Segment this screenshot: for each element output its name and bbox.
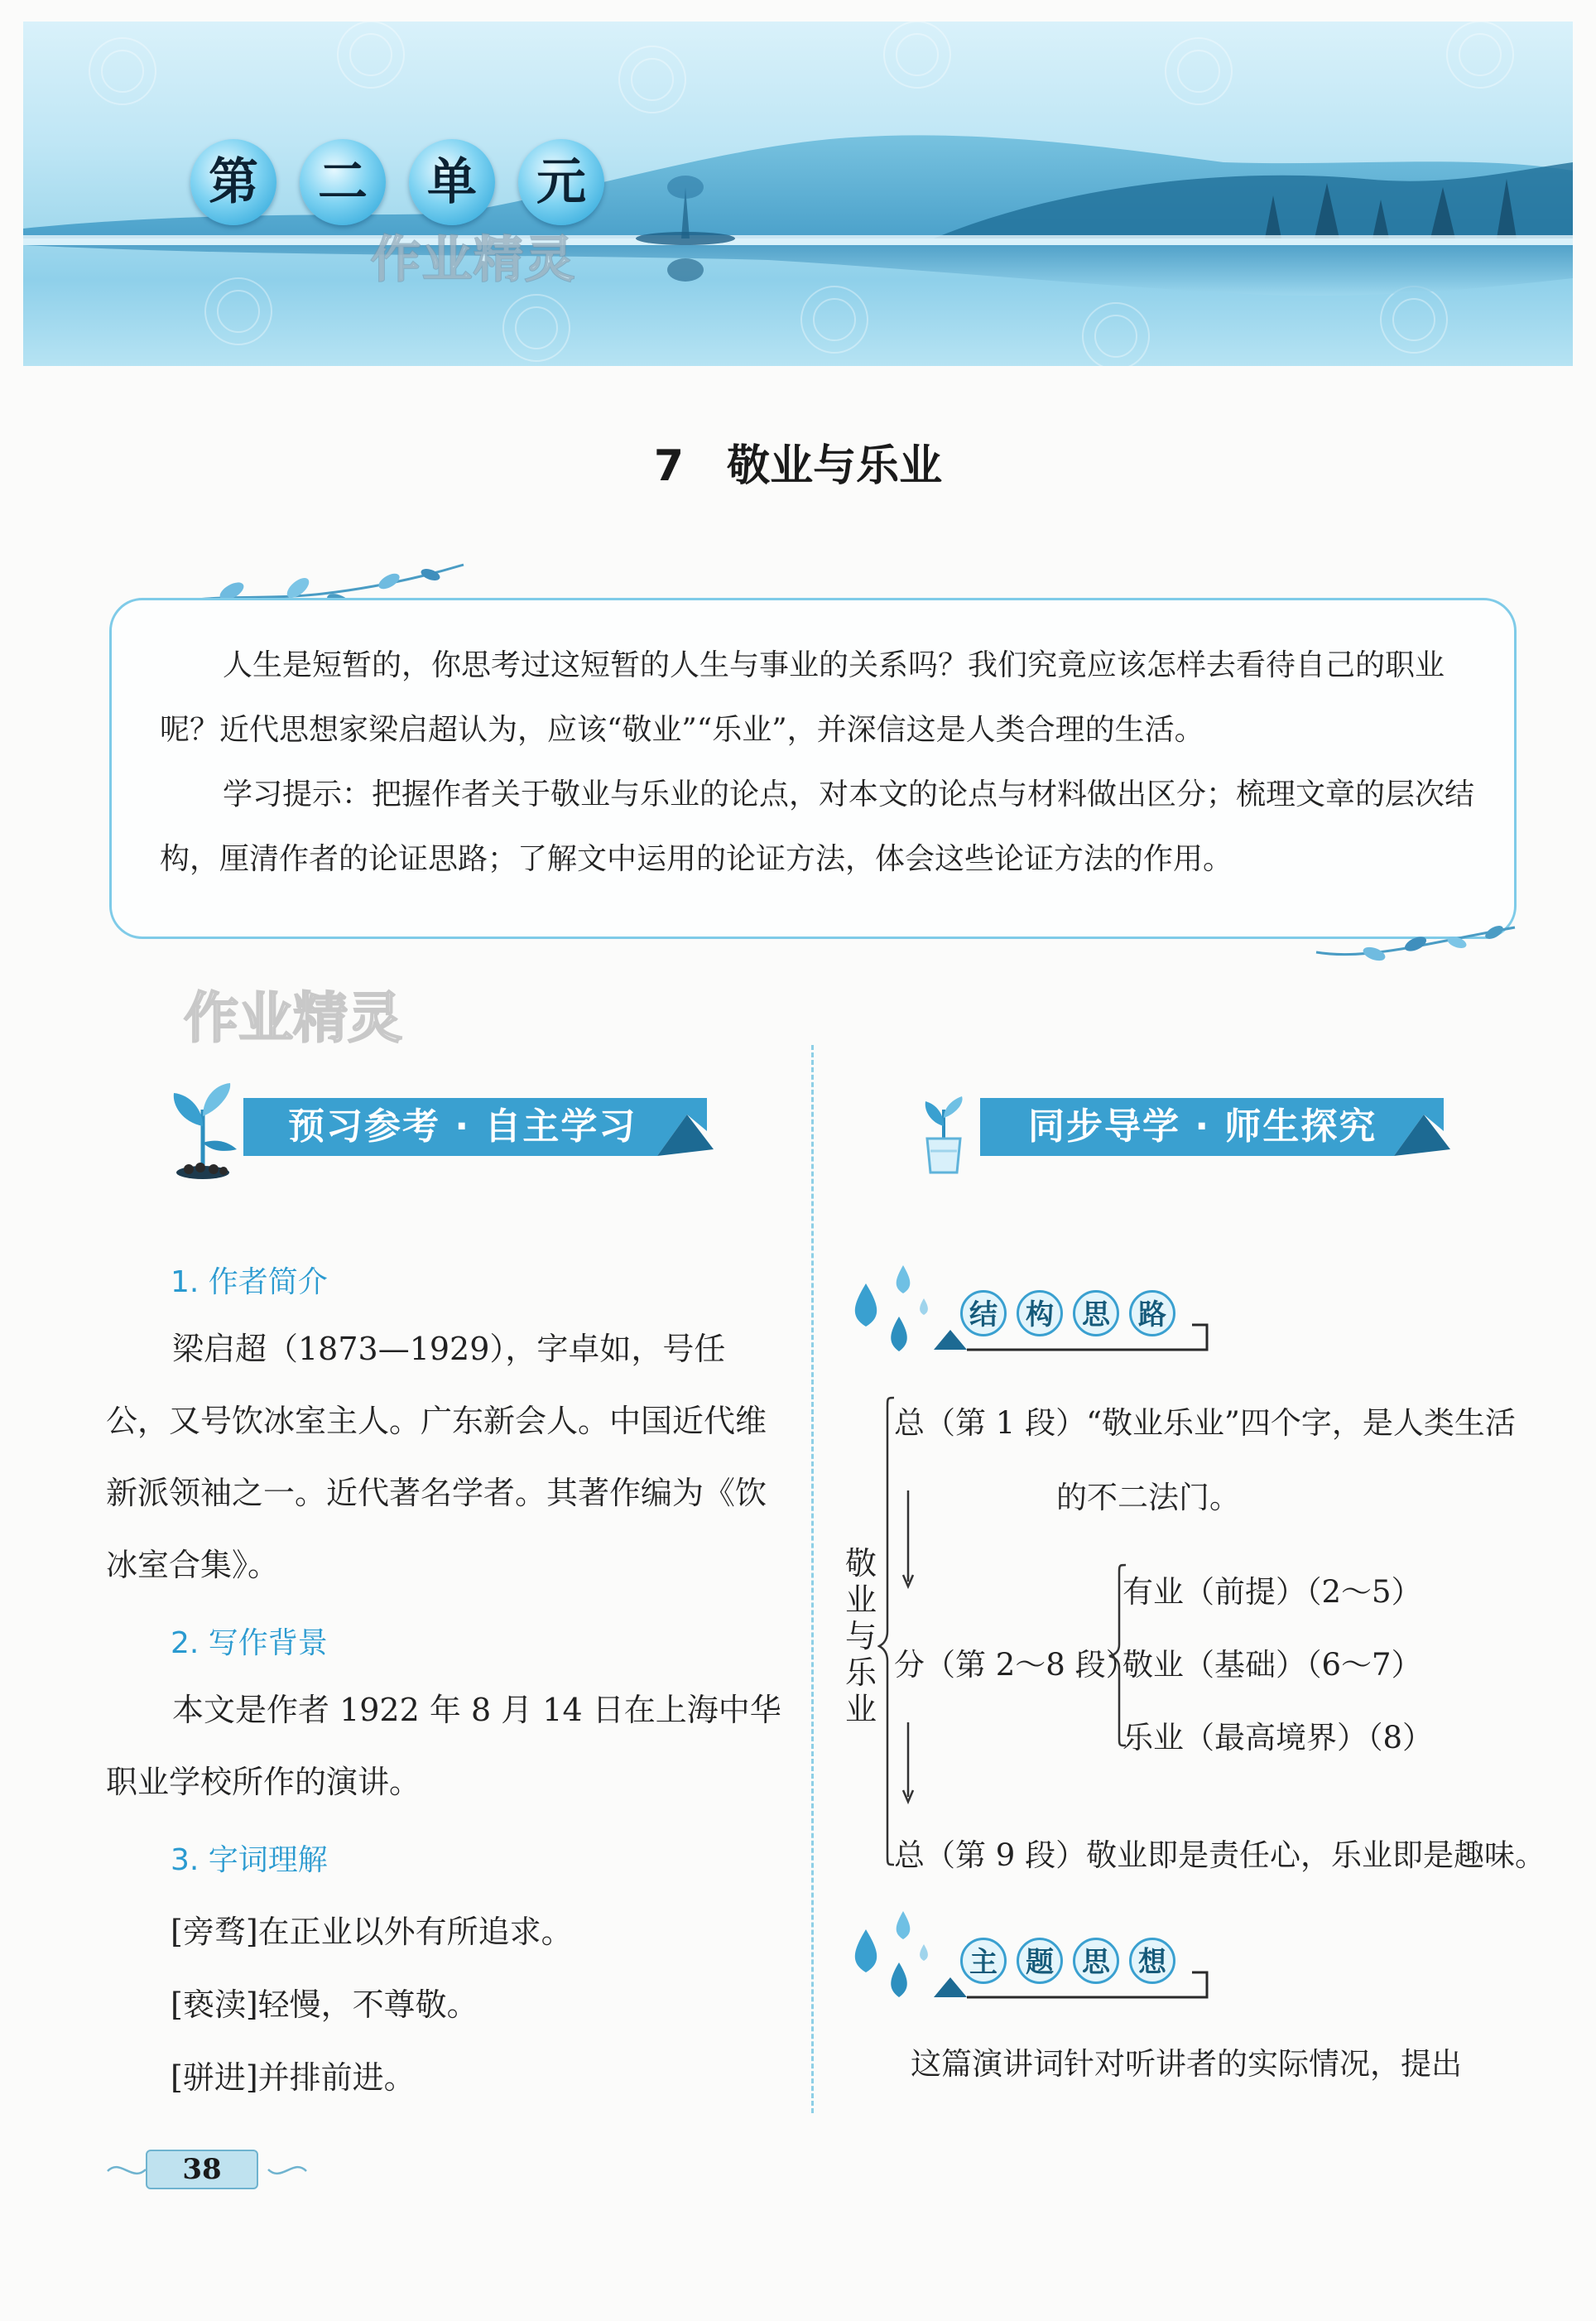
vine-leaf-decoration-bottom: [1308, 911, 1523, 969]
heading-char: 路: [1129, 1290, 1175, 1336]
structure-vertical-title: [841, 1545, 881, 1727]
vertical-char: 敬: [844, 1545, 877, 1582]
word-item: [旁骛]在正业以外有所追求。: [171, 1914, 573, 1950]
section-banner-guide: [980, 1098, 1452, 1168]
banner-watermark: 作业精灵: [371, 231, 576, 289]
total-part-2: 总（第 9 段）敬业即是责任心，乐业即是趣味。: [894, 1837, 1546, 1873]
divided-part-label: 分（第 2～8 段）: [894, 1647, 1137, 1683]
theme-heading: [960, 1938, 1185, 1984]
heading-char: 结: [960, 1290, 1007, 1336]
water-drops-icon: [841, 1259, 932, 1358]
unit-banner: [23, 22, 1573, 366]
column-divider: [811, 1045, 814, 2113]
intro-paragraph: 人生是短暂的，你思考过这短暂的人生与事业的关系吗？我们究竟应该怎样去看待自己的职业呢？近代思想家梁启超认为，应该“敬业”“乐业”，并深信这是人类合理的生活。: [160, 648, 1445, 747]
heading-char: 构: [1017, 1290, 1063, 1336]
heading-char: 思: [1073, 1290, 1119, 1336]
section-title: 同步导学 · 师生探究: [1028, 1105, 1377, 1148]
heading-char: 想: [1129, 1938, 1175, 1984]
structure-brace: [877, 1391, 952, 1871]
water-drops-icon: [841, 1904, 932, 2004]
vertical-char: 业: [844, 1582, 877, 1618]
lesson-name: 敬业与乐业: [727, 441, 943, 491]
page-number: 38: [146, 2150, 258, 2189]
total-part-1-line1: 总（第 1 段）“敬业乐业”四个字，是人类生活: [894, 1405, 1516, 1441]
lesson-number: 7: [653, 441, 685, 491]
theme-text: 这篇演讲词针对听讲者的实际情况，提出: [911, 2046, 1462, 2082]
divided-item: 有业（前提）（2～5）: [1122, 1574, 1422, 1610]
word-item: [骈进]并排前进。: [171, 2059, 416, 2096]
heading-char: 思: [1073, 1938, 1119, 1984]
vertical-char: 与: [844, 1618, 877, 1654]
word-item: [亵渎]轻慢，不尊敬。: [171, 1986, 478, 2023]
vertical-char: 业: [844, 1691, 877, 1727]
divided-item: 乐业（最高境界）（8）: [1122, 1720, 1434, 1755]
section-title: 预习参考 · 自主学习: [288, 1105, 637, 1148]
total-part-1-line2: 的不二法门。: [1056, 1480, 1240, 1515]
intro-box: [109, 598, 1517, 939]
unit-char-3: 单: [409, 139, 495, 225]
unit-char-1: 第: [190, 139, 276, 225]
heading-char: 主: [960, 1938, 1007, 1984]
structure-heading: [960, 1290, 1185, 1336]
heading-author: 1. 作者简介: [171, 1265, 328, 1299]
plant-in-glass-icon: [919, 1093, 969, 1176]
section-banner-preview: [243, 1098, 715, 1168]
watermark: 作业精灵: [184, 986, 402, 1050]
vertical-char: 乐: [844, 1654, 877, 1691]
unit-char-2: 二: [300, 139, 386, 225]
author-text: 梁启超（1873—1929），字卓如，号任公，又号饮冰室主人。广东新会人。中国近代维新派领袖之一。近代著名学者。其著作编为《饮冰室合集》。: [106, 1331, 767, 1583]
heading-char: 题: [1017, 1938, 1063, 1984]
heading-background: 2. 写作背景: [171, 1626, 328, 1660]
divided-item: 敬业（基础）（6～7）: [1122, 1647, 1422, 1683]
unit-char-4: 元: [518, 139, 604, 225]
background-text: 本文是作者 1922 年 8 月 14 日在上海中华职业学校所作的演讲。: [106, 1692, 781, 1800]
study-tips-paragraph: 学习提示：把握作者关于敬业与乐业的论点，对本文的论点与材料做出区分；梳理文章的层次结构，厘清作者的论证思路；了解文中运用的论证方法，体会这些论证方法的作用。: [160, 778, 1475, 876]
lesson-title: [0, 431, 1596, 493]
heading-words: 3. 字词理解: [171, 1843, 328, 1877]
sprout-icon: [166, 1076, 240, 1179]
